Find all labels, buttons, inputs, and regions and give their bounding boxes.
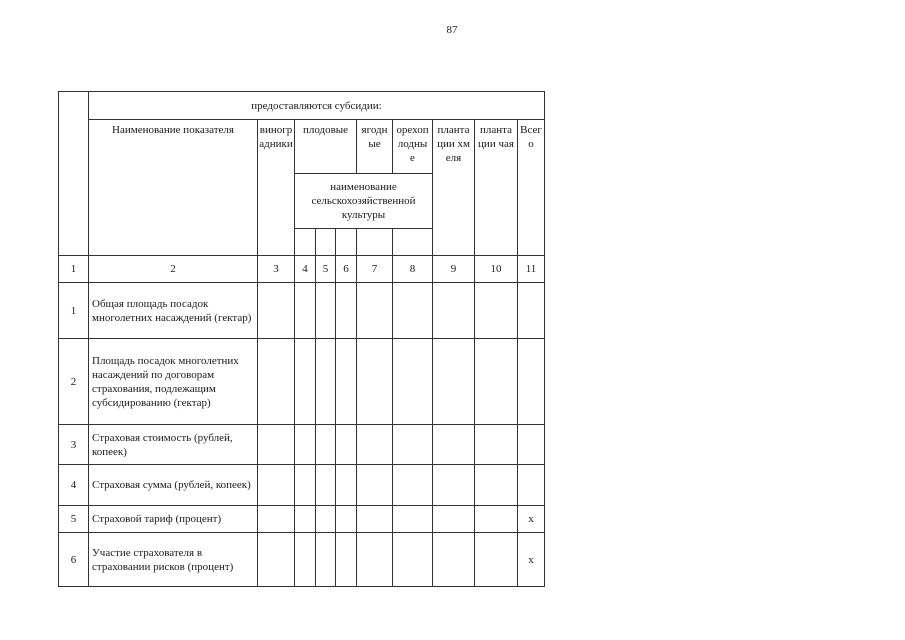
data-cell [295, 283, 316, 339]
data-cell [316, 506, 336, 533]
data-cell [393, 506, 433, 533]
header-row-columns [59, 120, 545, 174]
data-cell [295, 506, 316, 533]
data-cell [393, 533, 433, 587]
header-nut: орехоплодные [393, 120, 433, 174]
data-cell [475, 339, 518, 425]
row-indicator-name: Страховая сумма (рублей, копеек) [89, 465, 258, 506]
data-cell [295, 339, 316, 425]
data-cell [357, 506, 393, 533]
data-cell [258, 506, 295, 533]
column-number: 6 [336, 256, 357, 283]
data-cell [336, 506, 357, 533]
data-cell [316, 339, 336, 425]
row-indicator-name: Страховая стоимость (рублей, копеек) [89, 425, 258, 465]
data-cell [475, 465, 518, 506]
data-cell [393, 283, 433, 339]
column-number: 1 [59, 256, 89, 283]
header-row-subsidy [59, 92, 545, 120]
data-cell [433, 506, 475, 533]
row-number: 1 [59, 283, 89, 339]
data-cell [336, 533, 357, 587]
data-cell [336, 283, 357, 339]
column-number: 7 [357, 256, 393, 283]
column-number-row [59, 256, 545, 283]
column-number: 2 [89, 256, 258, 283]
data-cell [357, 465, 393, 506]
row-total [518, 339, 545, 425]
data-cell [295, 465, 316, 506]
data-cell [258, 425, 295, 465]
header-subcell [357, 229, 393, 256]
data-cell [357, 533, 393, 587]
data-cell [258, 465, 295, 506]
column-number: 8 [393, 256, 433, 283]
table-row [59, 533, 545, 587]
row-number: 4 [59, 465, 89, 506]
data-cell [258, 339, 295, 425]
header-tea: плантации чая [475, 120, 518, 256]
data-cell [393, 425, 433, 465]
subsidy-table [58, 91, 545, 587]
data-cell [336, 425, 357, 465]
data-cell [316, 533, 336, 587]
row-total [518, 283, 545, 339]
column-number: 3 [258, 256, 295, 283]
data-cell [475, 506, 518, 533]
data-cell [393, 339, 433, 425]
header-hop: плантации хмеля [433, 120, 475, 256]
column-number: 5 [316, 256, 336, 283]
column-number: 10 [475, 256, 518, 283]
header-crop-name: наименование сельскохозяйственной культуры [295, 174, 433, 229]
data-cell [433, 283, 475, 339]
data-cell [336, 465, 357, 506]
row-total [518, 425, 545, 465]
data-cell [316, 465, 336, 506]
data-cell [295, 533, 316, 587]
header-subcell [393, 229, 433, 256]
table-row [59, 465, 545, 506]
data-cell [393, 465, 433, 506]
row-total: х [518, 533, 545, 587]
row-indicator-name: Участие страхователя в страховании рисков (процент) [89, 533, 258, 587]
data-cell [475, 425, 518, 465]
row-number: 5 [59, 506, 89, 533]
header-num-cell [59, 92, 89, 256]
row-number: 6 [59, 533, 89, 587]
header-total: Всего [518, 120, 545, 256]
column-number: 11 [518, 256, 545, 283]
data-cell [475, 533, 518, 587]
column-number: 4 [295, 256, 316, 283]
data-cell [475, 283, 518, 339]
row-total: х [518, 506, 545, 533]
data-cell [357, 425, 393, 465]
data-cell [258, 283, 295, 339]
table-row [59, 506, 545, 533]
header-subcell [295, 229, 316, 256]
header-vineyards: виноградники [258, 120, 295, 256]
page-number: 87 [446, 24, 458, 36]
data-cell [316, 425, 336, 465]
table-row [59, 339, 545, 425]
row-indicator-name: Площадь посадок многолетних насаждений по договорам страхования, подлежащим субсидированию (гектар) [89, 339, 258, 425]
data-cell [336, 339, 357, 425]
data-cell [433, 425, 475, 465]
row-indicator-name: Страховой тариф (процент) [89, 506, 258, 533]
row-number: 3 [59, 425, 89, 465]
data-cell [433, 533, 475, 587]
row-indicator-name: Общая площадь посадок многолетних насаждений (гектар) [89, 283, 258, 339]
header-berry: ягодные [357, 120, 393, 174]
table-row [59, 425, 545, 465]
data-cell [357, 339, 393, 425]
header-fruit: плодовые [295, 120, 357, 174]
header-subcell [316, 229, 336, 256]
table-row [59, 283, 545, 339]
data-cell [258, 533, 295, 587]
subsidy-header: предоставляются субсидии: [89, 92, 545, 120]
data-cell [295, 425, 316, 465]
header-indicator: Наименование показателя [89, 120, 258, 256]
header-subcell [336, 229, 357, 256]
data-cell [433, 339, 475, 425]
data-cell [433, 465, 475, 506]
row-total [518, 465, 545, 506]
column-number: 9 [433, 256, 475, 283]
data-cell [316, 283, 336, 339]
row-number: 2 [59, 339, 89, 425]
data-cell [357, 283, 393, 339]
